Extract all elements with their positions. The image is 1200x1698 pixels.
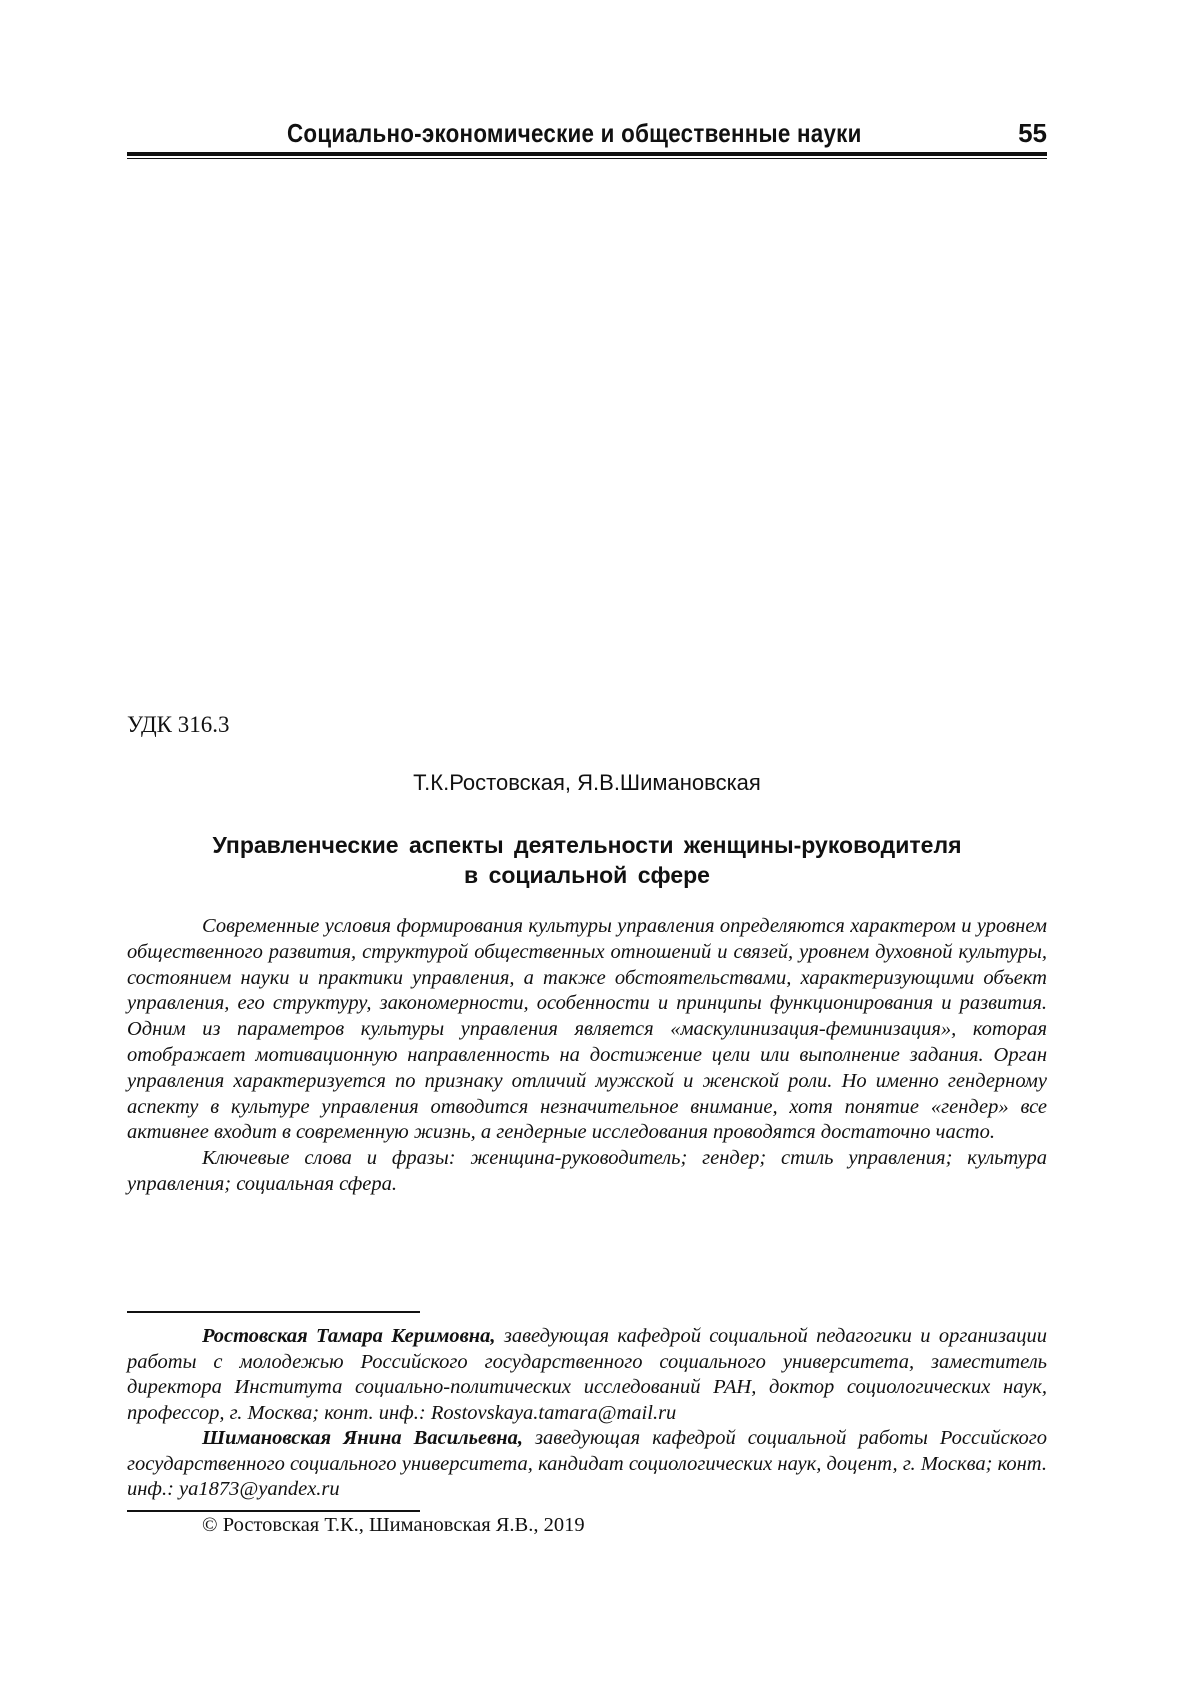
article-title-line-1: Управленческие аспекты деятельности женщины-руководителя bbox=[212, 832, 962, 858]
footnote-author-2-name: Шимановская Янина Васильевна, bbox=[202, 1427, 523, 1449]
page-number: 55 bbox=[1018, 118, 1047, 148]
copyright-divider bbox=[127, 1510, 420, 1512]
copyright-notice: © Ростовская Т.К., Шимановская Я.В., 2019 bbox=[202, 1514, 585, 1536]
footnote-author-1-text: заведующая кафедрой социальной педагогики и организации работы с молодежью Российского государственного социального университета, заместитель директора Института социально-политических исследований РАН, доктор социологических наук, профессор, г. Москва; конт. инф.: Rostovskaya.tamara@mail.ru bbox=[127, 1325, 1047, 1424]
author-footnotes bbox=[127, 1324, 1047, 1503]
abstract-text: Современные условия формирования культуры управления определяются характером и уровнем общественного развития, структурой общественных отношений и связей, уровнем духовной культуры, состоянием науки и практики управления, а также обстоятельствами, характеризующими объект управления, его структуру, закономерности, особенности и принципы функционирования и развития. Одним из параметров культуры управления является «маскулинизация-феминизация», которая отображает мотивационную направленность на достижение цели или выполнение задания. Орган управления характеризуется по признаку отличий мужской и женской роли. Но именно гендерному аспекту в культуре управления отводится незначительное внимание, хотя понятие «гендер» все активнее входит в современную жизнь, а гендерные исследования проводятся достаточно часто. bbox=[127, 915, 1047, 1144]
journal-section-title: Социально-экономические и общественные науки bbox=[287, 118, 862, 148]
footnote-divider bbox=[127, 1311, 420, 1313]
header-rule-thin bbox=[127, 158, 1047, 159]
header-rule-thick bbox=[127, 152, 1047, 156]
footnote-author-2-text: заведующая кафедрой социальной работы Российского государственного социального университета, кандидат социологических наук, доцент, г. Москва; конт. инф.: ya1873@yandex.ru bbox=[127, 1427, 1047, 1500]
footnote-author-1-name: Ростовская Тамара Керимовна, bbox=[202, 1325, 496, 1347]
abstract bbox=[127, 914, 1047, 1198]
footnote-author-1 bbox=[127, 1324, 1047, 1426]
udk-code: УДК 316.3 bbox=[127, 712, 230, 737]
running-head bbox=[127, 118, 1047, 154]
keywords: Ключевые слова и фразы: женщина-руководитель; гендер; стиль управления; культура управления; социальная сфера. bbox=[127, 1147, 1047, 1195]
article-authors: Т.К.Ростовская, Я.В.Шимановская bbox=[413, 770, 761, 795]
article-title-line-2: в социальной сфере bbox=[464, 862, 710, 888]
article-title bbox=[127, 830, 1047, 890]
footnote-author-2 bbox=[127, 1426, 1047, 1503]
